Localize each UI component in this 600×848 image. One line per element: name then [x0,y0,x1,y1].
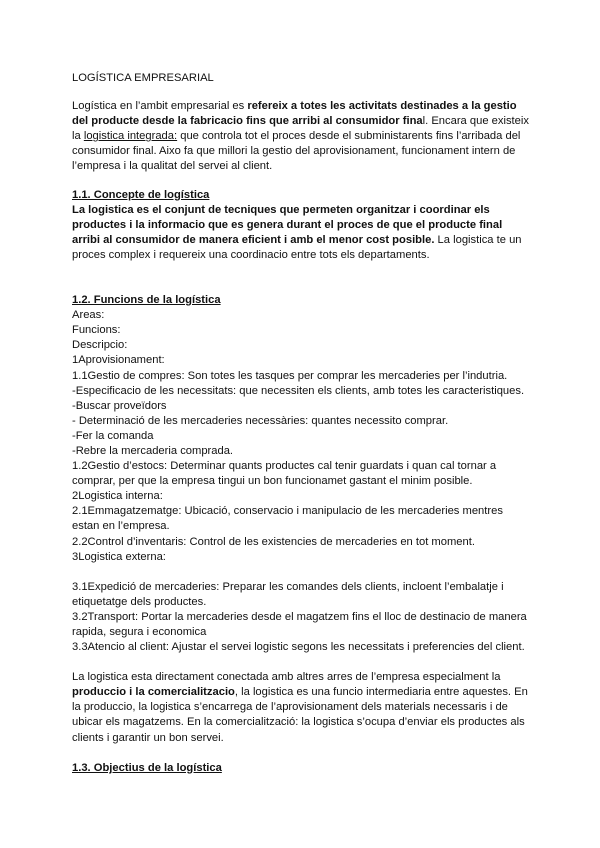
list-line: 3.1Expedició de mercaderies: Preparar les comandes dels clients, incloent l’embalatje i etiquetatge dels productes. [72,580,504,608]
list-line: - Determinació de les mercaderies necessàries: quantes necessito comprar. [72,414,449,427]
list-line: Areas: [72,309,105,322]
list-line: 2Logistica interna: [72,490,163,503]
section-1-2-list [72,308,532,565]
section-1-2-list-external [72,580,532,655]
closing-bold-term: produccio i la comercialitzacio [72,686,235,699]
section-1-1-text: La logistica te un proces complex i requereix una coordinacio entre tots els departaments. [72,233,522,261]
list-line: 2.1Emmagatzematge: Ubicació, conservacio i manipulacio de les mercaderies mentres estan en l’empresa. [72,505,503,533]
section-1-2-closing-paragraph [72,670,532,745]
section-1-2-heading: 1.2. Funcions de la logística [72,294,221,307]
list-line: 1.2Gestio d’estocs: Determinar quants productes cal tenir guardats i quan cal tornar a comprar, per que la empresa tingui un bon funcionamet gastant el minim posible. [72,460,497,488]
list-line: -Rebre la mercaderia comprada. [72,444,234,457]
list-line: 1.1Gestio de compres: Son totes les tasques per comprar les mercaderies per l’indutria. [72,369,508,382]
section-1-1-bold-definition: La logistica es el conjunt de tecniques que permeten organitzar i coordinar els productes i la informacio que es genera durant el proces de que el producte final arribi al consumidor de manera eficient i amb el menor cost posible. [72,203,503,246]
closing-text-2: , la logistica es una funcio intermediaria entre aquestes. En la produccio, la logistica s’encarrega de l’aprovisionament dels materials necessaris i de ubicar els magatzems. En la comercialització: la logistica s’ocupa d’enviar els productes als clients i garantir un bon servei. [72,686,528,744]
list-line: -Fer la comanda [72,429,154,442]
section-1-1-paragraph [72,203,532,263]
list-line: 3.3Atencio al client: Ajustar el servei logistic segons les necessitats i preferencies del client. [72,641,525,654]
list-line: -Buscar proveïdors [72,399,167,412]
document-title: LOGÍSTICA EMPRESARIAL [72,72,214,84]
intro-text-3: que controla tot el proces desde el subministarents fins l’arribada del consumidor final. Aixo fa que millori la gestio del aprovisionament, funcionament intern de l’empresa i la qualitat del servei al client. [72,130,521,173]
document-page [72,71,532,776]
list-line: 2.2Control d’inventaris: Control de les existencies de mercaderies en tot moment. [72,535,475,548]
section-1-3-heading: 1.3. Objectius de la logística [72,761,222,774]
list-line: 3.2Transport: Portar la mercaderies desde el magatzem fins el lloc de destinacio de manera rapida, segura i economica [72,610,527,638]
section-1-1-heading: 1.1. Concepte de logística [72,188,210,201]
list-line: 1Aprovisionament: [72,354,165,367]
list-line: Funcions: [72,324,121,337]
closing-text-1: La logistica esta directament conectada amb altres arres de l’empresa especialment la [72,671,501,684]
intro-bold-definition: refereix a totes les activitats destinades a la gestio del producte desde la fabricacio fins que arribi al consumidor fina [72,100,517,128]
intro-paragraph [72,99,532,174]
list-line: 3Logistica externa: [72,550,166,563]
intro-underlined-term: logistica integrada: [83,130,178,143]
list-line: -Especificacio de les necessitats: que necessiten els clients, amb totes les caracteristiques. [72,384,525,397]
list-line: Descripcio: [72,339,128,352]
intro-text-2: l. Encara que existeix la [72,115,529,143]
intro-text-1: Logística en l’ambit empresarial es [72,100,248,113]
